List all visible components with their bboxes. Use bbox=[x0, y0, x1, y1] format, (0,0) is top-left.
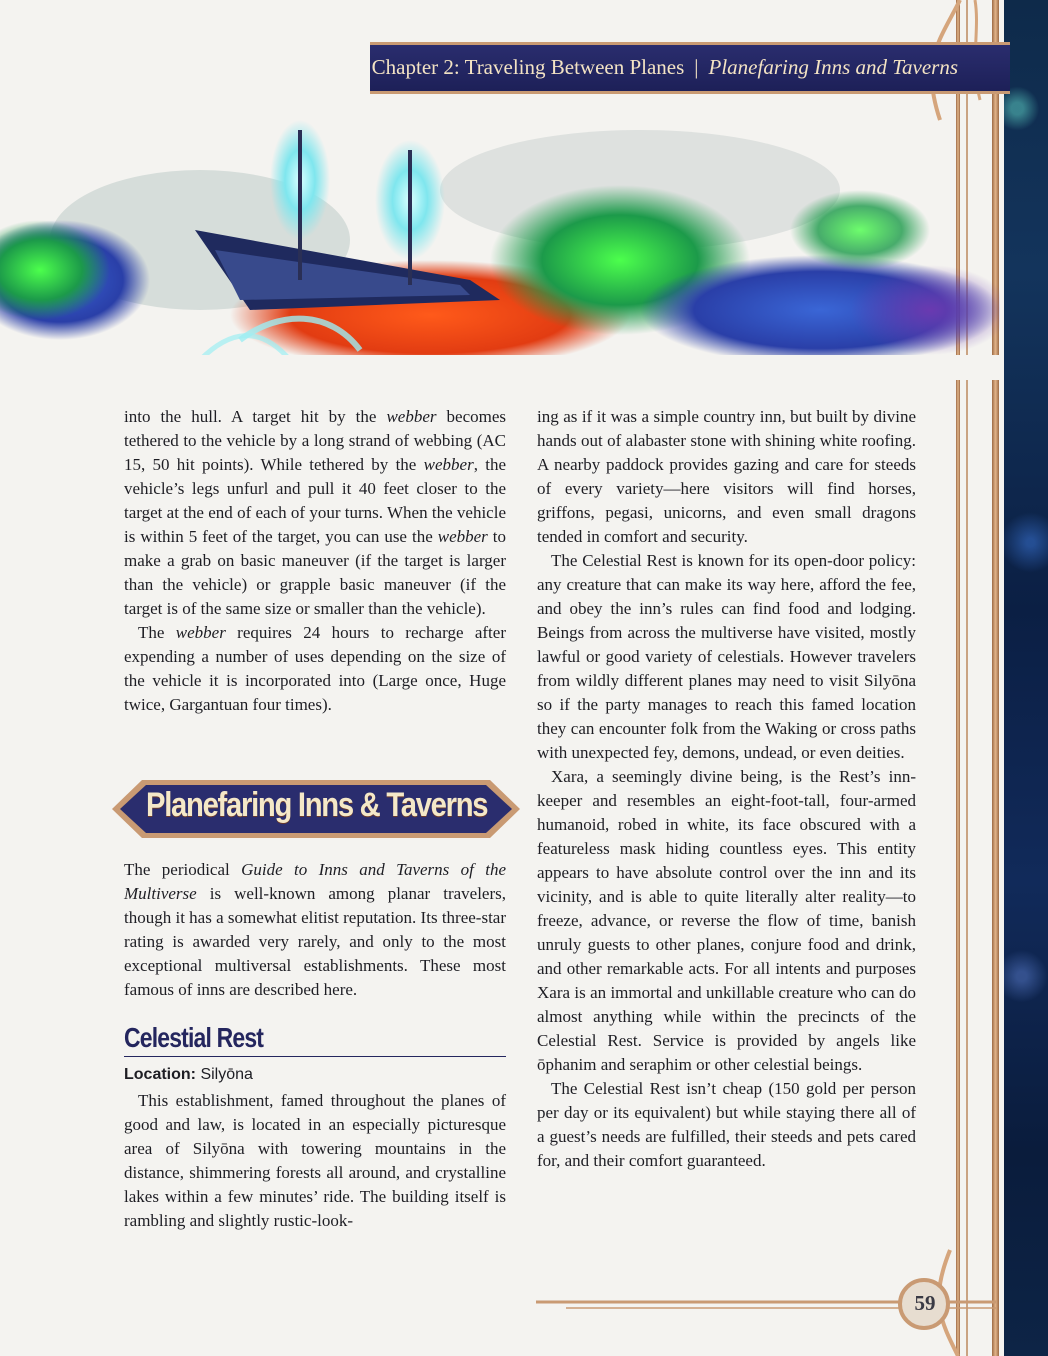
subsection-heading: Celestial Rest bbox=[124, 1022, 506, 1057]
text-run: This establishment, famed throughout the planes of good and law, is located in an especially picturesque area of Silyōna with towering mountains in the distance, shimmering forests all around, and crystalline lakes within a few minutes’ ride. The building itself is rambling and slightly rustic-look- bbox=[124, 1091, 506, 1230]
text-run: , the vehicle’s legs unfurl and pull it 40 feet closer to the target at the end of each of your turns. When the vehicle is within 5 feet of the target, you can use the bbox=[124, 455, 506, 546]
body-text-column bbox=[124, 858, 506, 1002]
paragraph bbox=[124, 405, 506, 621]
text-run: The Celestial Rest isn’t cheap (150 gold per person per day or its equivalent) but while staying there all of a guest’s needs are fulfilled, their steeds and pets cared for, and their comfort guaranteed. bbox=[537, 1079, 916, 1170]
text-run: Xara, a seemingly divine being, is the Rest’s innkeeper and resembles an eight-foot-tall, four-armed humanoid, robed in white, its face obscured with a featureless mask hiding countless eyes. This entity appears to have absolute control over the inn and its vicinity, and is able to quite literally alter reality—to freeze, advance, or reverse the flow of time, banish unruly guests to other planes, conjure food and drink, and other remarkable acts. For all intents and purposes Xara is an immortal and unkillable creature who can do almost anything while within the precincts of the Celestial Rest. Service is provided by angels like ōphanim and seraphim or other celestial beings. bbox=[537, 767, 916, 1074]
text-run: The bbox=[138, 623, 176, 642]
skyship-illustration bbox=[0, 110, 1000, 380]
paragraph bbox=[537, 1077, 916, 1173]
text-run: becomes tethered to the vehicle by a long strand of webbing (AC 15, 50 hit points). While tethered by the bbox=[124, 407, 506, 474]
text-run: The Celestial Rest is known for its open-door policy: any creature that can make its way here, afford the fee, and obey the inn’s rules can find food and lodging. Beings from across the multiverse have visited, mostly lawful or good variety of celestials. However travelers from wildly different planes may need to visit Silyōna so if the party manages to reach this famed location they can encounter folk from the Waking or cross paths with unexpected fey, demons, undead, or even deities. bbox=[537, 551, 916, 762]
italic-text: webber bbox=[175, 623, 226, 642]
body-text-column bbox=[124, 1089, 506, 1233]
body-text-column bbox=[537, 405, 916, 1173]
italic-text: Guide to Inns and Taverns of the Multiverse bbox=[124, 860, 506, 903]
text-run: requires 24 hours to recharge after expending a number of uses depending on the size of the vehicle it is incorporated into (Large once, Huge twice, Gargantuan four times). bbox=[124, 623, 506, 714]
text-run: to make a grab on basic maneuver (if the target is larger than the vehicle) or grapple basic maneuver (if the target is of the same size or smaller than the vehicle). bbox=[124, 527, 506, 618]
paragraph bbox=[124, 858, 506, 1002]
text-run: into the hull. A target hit by the bbox=[124, 407, 387, 426]
running-header bbox=[370, 42, 1010, 94]
paragraph bbox=[124, 621, 506, 717]
location-line: Location: Silyōna bbox=[124, 1066, 253, 1083]
paragraph bbox=[537, 765, 916, 1077]
text-run: is well-known among planar travelers, though it has a somewhat elitist reputation. Its three-star rating is awarded very rarely, and only to the most exceptional multiversal establishments. These most famous of inns are described here. bbox=[124, 884, 506, 999]
page-number: 59 bbox=[914, 1290, 936, 1315]
italic-text: webber bbox=[386, 407, 437, 426]
italic-text: webber bbox=[437, 527, 488, 546]
paragraph bbox=[537, 405, 916, 549]
paragraph bbox=[124, 1089, 506, 1233]
section-title-header: Planefaring Inns and Taverns bbox=[708, 55, 958, 79]
text-run: The periodical bbox=[124, 860, 242, 879]
running-header-text: Chapter 2: Traveling Between Planes | Planefaring Inns and Taverns bbox=[371, 55, 958, 79]
text-run: ing as if it was a simple country inn, but built by divine hands out of alabaster stone with shining white roofing. A nearby paddock provides gazing and care for steeds of every variety—here visitors will find horses, griffons, pegasi, unicorns, and even small dragons tended in comfort and security. bbox=[537, 407, 916, 546]
body-text-column bbox=[124, 405, 506, 717]
section-heading: Planefaring Inns & Taverns bbox=[146, 786, 488, 824]
paragraph bbox=[537, 549, 916, 765]
chapter-title: Chapter 2: Traveling Between Planes bbox=[371, 55, 685, 79]
italic-text: webber bbox=[423, 455, 474, 474]
